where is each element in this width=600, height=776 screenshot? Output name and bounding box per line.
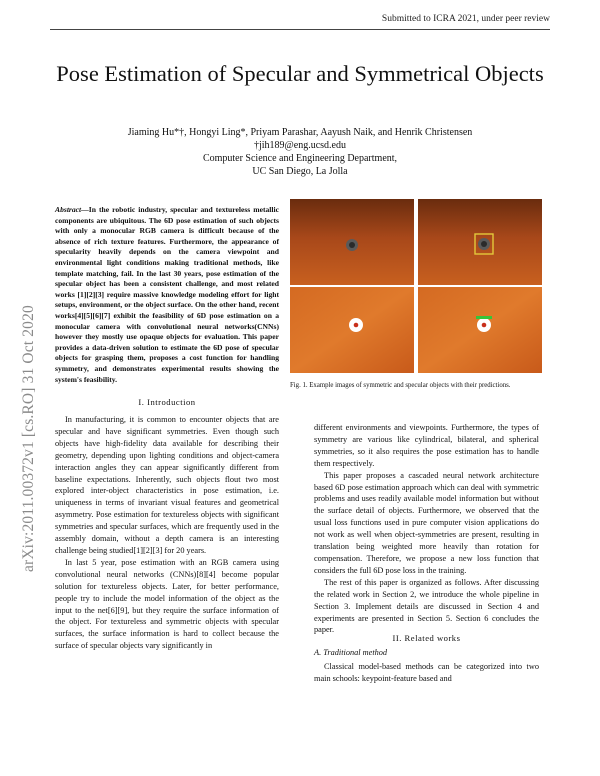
abstract — [55, 205, 279, 385]
header-divider — [50, 29, 550, 30]
figure-image-top-left — [290, 199, 414, 285]
right-paragraph-1: This paper proposes a cascaded neural network architecture based 6D pose estimation approach which can deal with symmetric problems and uses readily available model information but without the surface detail of objects. Furthermore, we observed that the usual loss functions used in pure computer vision applications do not work as well when object-symmetries are present, resulting in translation being weighted more heavily than rotation for compensation. Therefore, we propose a new loss function that considers the full 6D pose loss in the training. — [314, 470, 539, 575]
author-names: Jiaming Hu*†, Hongyi Ling*, Priyam Parashar, Aayush Naik, and Henrik Christensen — [127, 127, 473, 138]
introduction-paragraph-1: In manufacturing, it is common to encounter objects that are specular and have significant symmetries. Even though such objects have high-fidelity data available for describing their geometry, depending upon lighting conditions and object-camera interaction angles they can appear significantly different from baseline expectations. Inherently, such objects flout two most explored inter-object characteristics in pose estimation, i.e. uniqueness in terms of invariant visual features and geometrical asymmetry. Pose estimation for textureless objects with significant symmetries and specular surfaces, which are frequently used in the assembly domain, without a depth camera is an interesting challenge being studied[1][2][3] for 20 years. — [55, 415, 279, 555]
author-institution: UC San Diego, La Jolla — [252, 166, 348, 177]
abstract-text: —In the robotic industry, specular and textureless metallic components are ubiquitous. The 6D pose estimation of such objects with only a monocular RGB camera is difficult because of the absence of rich texture features. Furthermore, the appearance of specularity heavily depends on the camera viewpoint and environmental light conditions making traditional methods, like template matching, fail. In the last 30 years, pose estimation of the specular object has been a consistent challenge, and most related works [1][2][3] require massive knowledge modeling effort for light setups, environment, or the object surface. On the other hand, recent works[4][5][6][7] exhibit the feasibility of 6D pose estimation on a monocular camera with convolutional neural networks(CNNs) however they mostly use opaque objects for evaluation. This paper provides a data-driven solution to estimate the 6D pose of specular objects for grasping them, proposes a cost function for handling symmetry, and demonstrates experimental results showing the system's feasibility. — [55, 205, 279, 384]
author-email: †jih189@eng.ucsd.edu — [254, 140, 346, 151]
right-paragraph-2: The rest of this paper is organized as follows. After discussing the related work in Section 2, we introduce the whole pipeline in Section 3. Implement details are discussed in Section 4 and experiments are presented in Section 5. Section 6 concludes the paper. — [314, 577, 539, 635]
introduction-paragraph-2: In last 5 year, pose estimation with an RGB camera using convolutional neural networks (CNNs)[8][4] become popular solution for textureless objects. Later, for better performance, people try to include the model information of the object as the input to the net[6][9], but they require the surface information of the object. For textureless and symmetric objects with specular surfaces, the surface information is hard to collect because the surface of specular objects vary significantly in — [55, 557, 279, 651]
figure-image-top-right — [418, 199, 542, 285]
abstract-label: Abstract — [55, 205, 82, 214]
subsection-heading-traditional: A. Traditional method — [314, 648, 388, 657]
right-column-body — [314, 422, 539, 636]
arxiv-stamp — [20, 200, 36, 572]
author-block — [40, 126, 560, 178]
right-paragraph-continued: different environments and viewpoints. Furthermore, the types of symmetry are various like cylindrical, bilateral, and spherical symmetries, so it also requires the pose estimation has to handle them respectively. — [314, 423, 539, 468]
related-works-paragraph-1: Classical model-based methods can be categorized into two main schools: keypoint-feature based and — [314, 662, 539, 683]
paper-title: Pose Estimation of Specular and Symmetrical Objects — [56, 61, 544, 86]
figure-image-bottom-right — [418, 287, 542, 373]
section-heading-related-works: II. Related works — [392, 633, 461, 643]
introduction-body — [55, 414, 279, 652]
author-department: Computer Science and Engineering Department, — [202, 153, 398, 164]
related-works-paragraph — [314, 661, 539, 685]
submission-note: Submitted to ICRA 2021, under peer review — [381, 14, 550, 24]
section-heading-introduction: I. Introduction — [138, 397, 196, 407]
figure-1-caption: Fig. 1. Example images of symmetric and specular objects with their predictions. — [290, 382, 511, 389]
figure-image-bottom-left — [290, 287, 414, 373]
arxiv-identifier: arXiv:2011.00372v1 [cs.RO] 31 Oct 2020 — [20, 305, 37, 572]
figure-1 — [290, 199, 542, 373]
